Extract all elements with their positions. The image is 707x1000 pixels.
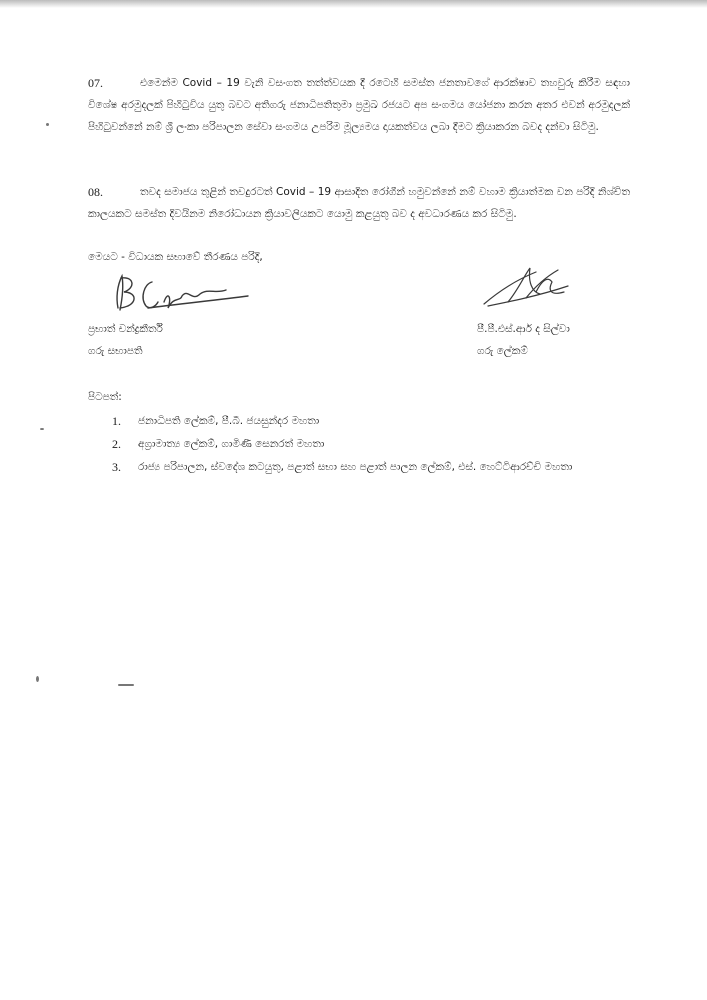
list-item-number: 2. bbox=[112, 437, 121, 451]
secretary-signature-image bbox=[478, 262, 578, 312]
scan-edge-shadow bbox=[0, 0, 707, 8]
scan-speck bbox=[46, 123, 49, 126]
scan-speck bbox=[118, 684, 134, 686]
list-item-number: 1. bbox=[112, 414, 121, 428]
copies-list bbox=[108, 410, 648, 479]
signatory-title: ගරු සභාපති bbox=[88, 345, 143, 357]
list-item bbox=[108, 410, 648, 433]
copies-heading: පිටපත්: bbox=[88, 391, 122, 403]
list-item bbox=[108, 433, 648, 456]
president-signature-image bbox=[108, 268, 258, 320]
scan-speck bbox=[40, 428, 44, 430]
paragraph-text: තවද සමාජය තුළින් තවදුරටත් Covid – 19 ආසාදිත රෝගීන් හමුවන්නේ නම් වහාම ක්‍රියාත්මක වන පරිදි නිශ්චිත කාලයකට සමස්ත දිවයිනම නිරෝධායන ක්‍රියාවලියකට යොමු කළයුතු බව ද අවධාරණය කර සිටිමු. bbox=[88, 186, 630, 220]
scan-speck bbox=[36, 676, 39, 682]
paragraph-08 bbox=[88, 181, 630, 225]
signatory-title: ගරු ලේකම් bbox=[477, 345, 528, 357]
paragraph-text: එමෙන්ම Covid – 19 වැනි වසංගත තත්ත්වයක දී රටෙහි සමස්ත ජනතාවගේ ආරක්ෂාව තහවුරු කිරීම සඳහා විශේෂ අරමුදලක් පිහිටුවිය යුතු බවට අතිගරු ජනාධිපතිතුමා ප්‍රමුඛ රජයට අප සංගමය යෝජනා කරන අතර එවන් අරමුදලක් පිහිටුවන්නේ නම් ශ්‍රී ලංකා පරිපාලන සේවා සංගමය උපරිම මූල්‍යමය දායකත්වය ලබා දීමට ක්‍රියාකරන බවද දන්වා සිටිමු. bbox=[88, 77, 630, 133]
closing-intro: මෙයට - විධායක සභාවේ තීරණය පරිදි, bbox=[88, 251, 263, 263]
paragraph-number: 08. bbox=[88, 185, 103, 199]
list-item-text: රාජ්‍ය පරිපාලන, ස්වදේශ කටයුතු, පළාත් සභා සහ පළාත් පාලන ලේකම්, එස්. හෙට්ටිආරච්චි මහතා bbox=[138, 461, 573, 473]
signature-block-president bbox=[88, 318, 163, 362]
signatory-name: ප්‍රභාත් චන්ද්‍රකීර්ති bbox=[88, 323, 163, 335]
paragraph-07 bbox=[88, 72, 630, 138]
signature-block-secretary bbox=[477, 318, 570, 362]
signatory-name: පී.පී.එස්.ආර් ද සිල්වා bbox=[477, 323, 570, 335]
list-item bbox=[108, 456, 648, 479]
list-item-text: අග්‍රාමාත්‍ය ලේකම්, ගාමිණී සෙනරත් මහතා bbox=[138, 438, 325, 450]
list-item-number: 3. bbox=[112, 460, 121, 474]
paragraph-number: 07. bbox=[88, 76, 103, 90]
list-item-text: ජනාධිපති ලේකම්, පී.බී. ජයසුන්දර මහතා bbox=[138, 415, 320, 427]
